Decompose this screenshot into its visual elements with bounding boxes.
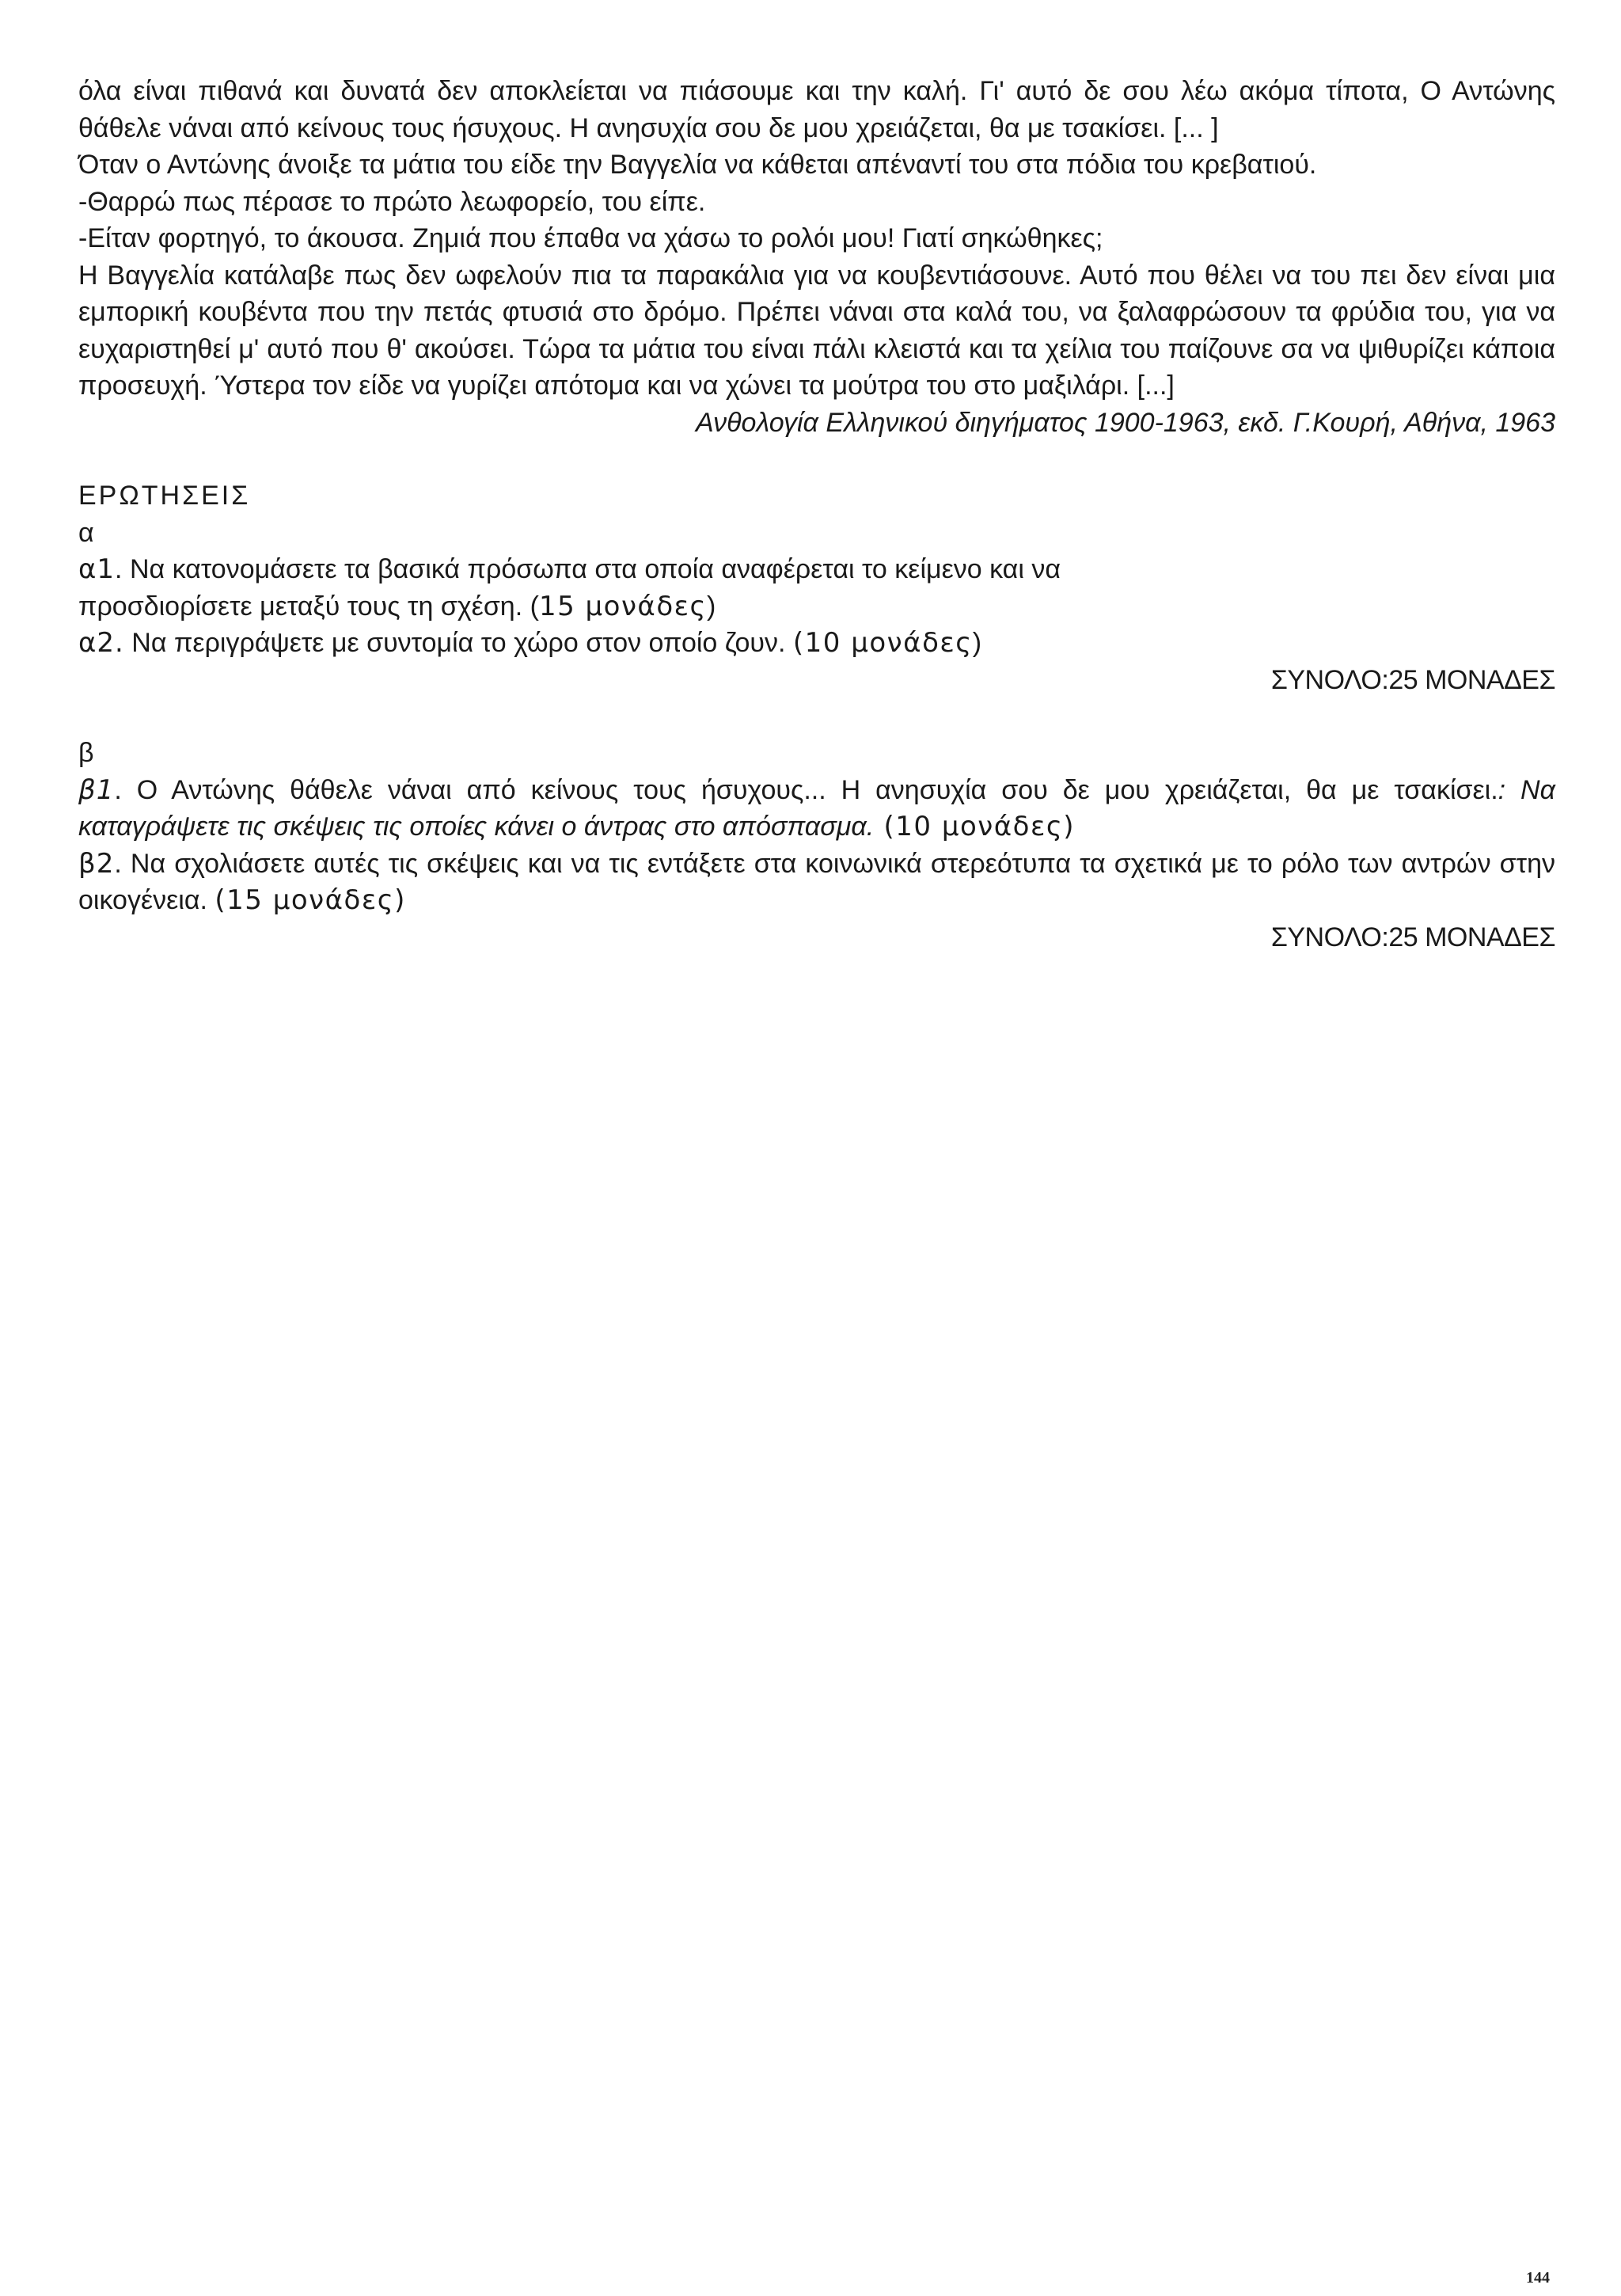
spacer [78, 441, 1555, 477]
page-content [78, 73, 1555, 956]
passage-dialogue-2: -Είταν φορτηγό, το άκουσα. Ζημιά που έπαθα να χάσω το ρολόι μου! Γιατί σηκώθηκες; [78, 223, 1103, 253]
passage-citation: Ανθολογία Ελληνικού διηγήματος 1900-1963, εκδ. Γ.Κουρή, Αθήνα, 1963 [696, 407, 1555, 438]
question-b2-points: (15 μονάδες) [214, 884, 406, 916]
question-a2 [78, 625, 1555, 662]
passage-paragraph-1: όλα είναι πιθανά και δυνατά δεν αποκλείεται να πιάσουμε και την καλή. Γι' αυτό δε σου λέω ακόμα τίποτα, Ο Αντώνης θάθελε νάναι από κείνους τους ήσυχους. Η ανησυχία σου δε μου χρειάζεται, θα με τσακίσει. [... ] [78, 76, 1555, 143]
question-a1 [78, 551, 1555, 625]
question-a2-points: (10 μονάδες [792, 627, 973, 659]
passage-dialogue-1: -Θαρρώ πως πέρασε το πρώτο λεωφορείο, του είπε. [78, 186, 706, 217]
question-a1-text: . Να κατονομάσετε τα βασικά πρόσωπα στα οποία αναφέρεται το κείμενο και να [115, 554, 1061, 584]
question-a2-number: α2. [78, 627, 124, 659]
question-b1 [78, 772, 1555, 846]
passage-paragraph-2: Όταν ο Αντώνης άνοιξε τα μάτια του είδε την Βαγγελία να κάθεται απέναντί του στα πόδια του κρεβατιού. [78, 150, 1317, 180]
spacer [78, 698, 1555, 735]
questions-heading: ΕΡΩΤΗΣΕΙΣ [78, 481, 251, 511]
section-b-total: ΣΥΝΟΛΟ:25 ΜΟΝΑΔΕΣ [1270, 922, 1555, 952]
question-b1-number: β1 [78, 774, 115, 806]
question-b1-text: . Ο Αντώνης θάθελε νάναι από κείνους τους ήσυχους... Η ανησυχία σου δε μου χρειάζεται, θα με τσακίσει. [114, 774, 1498, 805]
question-a1-close: ) [706, 591, 716, 622]
section-b-label: β [78, 738, 94, 768]
question-a1-text-cont: προσδιορίσετε μεταξύ τους τη σχέση. ( [78, 591, 539, 622]
section-a-label: α [78, 517, 94, 548]
question-a1-points: 15 μονάδες [538, 590, 707, 622]
passage-paragraph-3: Η Βαγγελία κατάλαβε πως δεν ωφελούν πια τα παρακάλια για να κουβεντιάσουνε. Αυτό που θέλει να του πει δεν είναι μια εμπορική κουβέντα που την πετάς φτυσιά στο δρόμο. Πρέπει νάναι στα καλά του, να ξαλαφρώσουν τα φρύδια του, για να ευχαριστηθεί μ' αυτό που θ' ακούσει. Τώρα τα μάτια του είναι πάλι κλειστά και τα χείλια του παίζουνε σα να ψιθυρίζει κάποια προσευχή. Ύστερα τον είδε να γυρίζει απότομα και να χώνει τα μούτρα του στο μαξιλάρι. [...] [78, 260, 1555, 401]
question-a2-text: Να περιγράψετε με συντομία το χώρο στον οποίο ζουν. [123, 628, 793, 658]
question-b2 [78, 846, 1555, 919]
question-b2-text: . Να σχολιάσετε αυτές τις σκέψεις και να τις εντάξετε στα κοινωνικά στερεότυπα τα σχετικά με το ρόλο των αντρών στην οικογένεια. [78, 848, 1555, 915]
question-b2-number: β2 [78, 847, 115, 880]
question-a2-close: ) [972, 628, 982, 658]
section-a-total: ΣΥΝΟΛΟ:25 ΜΟΝΑΔΕΣ [1270, 664, 1555, 695]
page-number: 144 [1526, 2269, 1550, 2286]
question-b1-instruction: : Να καταγράψετε τις σκέψεις τις οποίες κάνει ο άντρας στο απόσπασμα. [78, 774, 1555, 842]
question-b1-points: (10 μονάδες) [874, 811, 1076, 842]
question-a1-number: α1 [78, 553, 116, 585]
